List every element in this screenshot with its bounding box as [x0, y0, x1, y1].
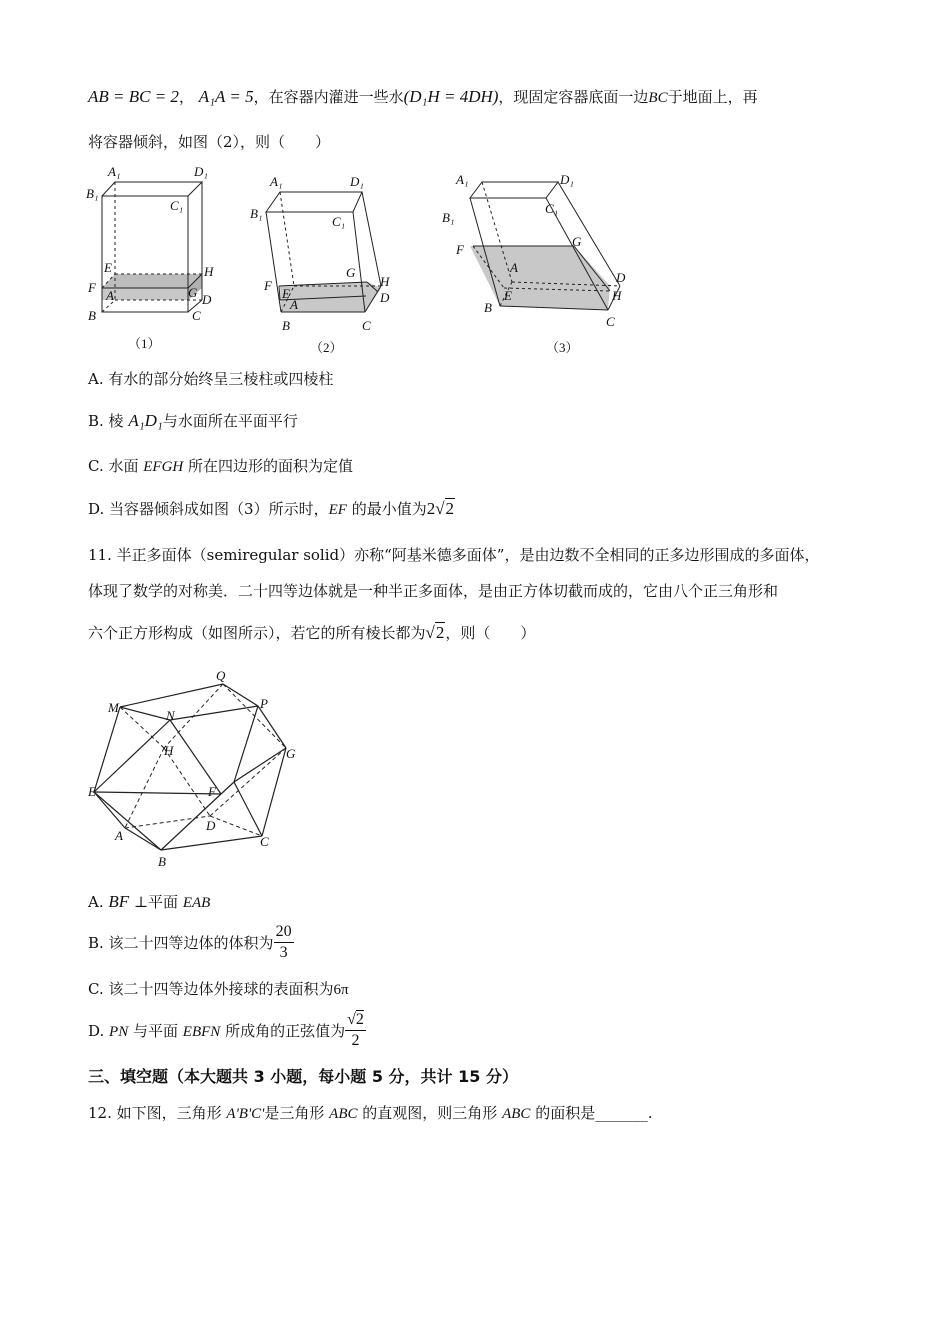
q11-option-b [88, 922, 294, 963]
q11-edge-radicand: 2 [435, 623, 445, 642]
q11-option-d-prefix: D. [88, 1022, 105, 1040]
fig3-label-b: B [484, 300, 492, 315]
q10-figures [80, 158, 640, 358]
fig3-label-d: D [616, 270, 626, 285]
q10-option-a: A. 有水的部分始终呈三棱柱或四棱柱 [88, 370, 334, 388]
fig3-label-d1: D₁ [560, 172, 574, 187]
q11-option-d-line: PN [109, 1024, 129, 1040]
q11-line3 [88, 622, 535, 643]
fig2-label-c1: C₁ [332, 214, 346, 229]
q10-option-d [88, 498, 455, 519]
q11-option-b-numerator: 20 [274, 922, 294, 943]
q10-option-d-radicand: 2 [445, 499, 455, 518]
fig1-label-c: C [192, 308, 201, 323]
fig2-label-g: G [346, 265, 356, 280]
q10-intro-line [88, 86, 758, 107]
fig3-label-g: G [572, 234, 582, 249]
fig1-label-f: F [88, 280, 96, 295]
fig2-caption: （2） [310, 340, 343, 355]
fig2-label-d1: D₁ [350, 174, 364, 189]
fig2-label-a: A [290, 297, 298, 312]
q10-option-d-coef: 2 [426, 499, 436, 518]
fig1-label-a: A [106, 288, 114, 303]
q12-mid: 是三角形 [264, 1104, 325, 1122]
fig1-label-b: B [88, 308, 96, 323]
fig1-label-e: E [104, 260, 112, 275]
q12-triangle-abc: ABC [329, 1106, 358, 1122]
q10-intro-text3: 于地面上，再 [667, 88, 758, 106]
q11-option-a-perp: ⊥ [133, 893, 149, 911]
fig1-label-d: D [202, 292, 212, 307]
q11-label-a: A [115, 828, 123, 843]
q11-option-d-fraction [345, 1010, 366, 1051]
fig2-label-e: E [282, 286, 290, 301]
fig1-label-g: G [188, 285, 198, 300]
fig2-label-d: D [380, 290, 390, 305]
q10-option-c-prefix: C. 水面 [88, 457, 139, 475]
q11-label-p: P [260, 696, 268, 711]
q11-option-b-fraction [274, 922, 294, 963]
q11-option-a [88, 891, 210, 912]
q11-figure-cuboctahedron [82, 660, 312, 875]
q11-option-d [88, 1010, 366, 1051]
q10-intro-text2: ，现固定容器底面一边 [498, 88, 649, 106]
fig1-label-d1: D₁ [194, 164, 208, 179]
q11-option-a-line: BF [108, 892, 130, 911]
q11-option-d-plane: EBFN [182, 1024, 221, 1040]
q11-label-h: H [164, 743, 174, 758]
q11-label-g: G [286, 746, 296, 761]
q11-option-a-text: 平面 [148, 893, 179, 911]
fig3-label-c1: C₁ [545, 201, 559, 216]
figure-2-box [250, 174, 390, 355]
q11-label-n: N [166, 708, 175, 723]
q12-triangle-prime: A'B'C' [226, 1106, 265, 1122]
q11-option-c-value: 6π [333, 982, 349, 998]
q11-line1: 11. 半正多面体（semiregular solid）亦称“阿基米德多面体”，是由边数不全相同的正多边形围成的多面体， [88, 546, 820, 564]
q10-line2: 将容器倾斜，如图（2），则（ ） [88, 133, 331, 151]
fig3-caption: （3） [546, 340, 579, 355]
q10-option-c [88, 455, 353, 476]
fig1-label-h: H [204, 264, 214, 279]
q12-answer-blank: 的面积是_______. [535, 1104, 653, 1122]
fig3-label-a: A [510, 260, 518, 275]
fig2-label-b: B [282, 318, 290, 333]
q10-option-c-plane: EFGH [143, 459, 184, 475]
q10-math-d1h: (D₁H = 4DH) [403, 87, 499, 106]
fig2-label-c: C [362, 318, 371, 333]
q10-option-d-value: 2√2 [426, 499, 455, 518]
q11-label-q: Q [216, 668, 226, 683]
q11-option-c-text: C. 该二十四等边体外接球的表面积为 [88, 980, 334, 998]
q12-mid2: 的直观图，则三角形 [362, 1104, 498, 1122]
q10-option-d-prefix: D. 当容器倾斜成如图（3）所示时， [88, 500, 329, 518]
q11-edge-length: √2 [425, 623, 445, 642]
q10-option-d-text: 的最小值为 [351, 500, 427, 518]
q11-option-a-plane: EAB [182, 895, 211, 911]
fig1-label-c1: C₁ [170, 198, 184, 213]
q11-line2: 体现了数学的对称美．二十四等边体就是一种半正多面体，是由正方体切截而成的，它由八个正三角形和 [88, 582, 779, 600]
fig1-label-b1: B₁ [86, 186, 99, 201]
q11-label-b: B [158, 854, 166, 869]
q11-option-a-prefix: A. [88, 893, 109, 911]
q11-line3-tail: ，则（ ） [445, 624, 536, 642]
fig2-label-h: H [380, 274, 390, 289]
q11-option-d-radicand: 2 [355, 1011, 364, 1028]
q12-prefix: 12. 如下图，三角形 [88, 1104, 222, 1122]
fig3-label-b1: B₁ [442, 210, 455, 225]
q11-label-e: E [88, 784, 96, 799]
q12-line [88, 1102, 653, 1123]
fig1-label-a1: A₁ [108, 164, 121, 179]
q10-math-ab-bc: AB = BC = 2 [88, 87, 179, 106]
q11-option-d-text: 所成角的正弦值为 [225, 1022, 346, 1040]
q11-line3-text: 六个正方形构成（如图所示），若它的所有棱长都为 [88, 624, 426, 642]
q12-triangle-abc-2: ABC [502, 1106, 531, 1122]
q11-option-d-mid: 与平面 [133, 1022, 179, 1040]
q11-label-f: F [208, 784, 216, 799]
fig2-label-f: F [264, 278, 272, 293]
q11-label-d: D [206, 818, 216, 833]
q11-option-d-denominator: 2 [351, 1032, 360, 1049]
fig3-label-h: H [612, 288, 622, 303]
fig2-label-b1: B₁ [250, 206, 263, 221]
q11-option-d-lead [88, 1020, 345, 1041]
q11-option-b-text: B. 该二十四等边体的体积为 [88, 934, 274, 952]
q10-option-d-segment: EF [328, 502, 347, 518]
fig3-label-a1: A₁ [456, 172, 469, 187]
q10-math-a1a: A₁A = 5 [198, 87, 254, 106]
q10-sep: ， [178, 88, 194, 106]
section-3-heading: 三、填空题（本大题共 3 小题，每小题 5 分，共计 15 分） [88, 1067, 518, 1086]
fig1-caption: （1） [128, 336, 161, 351]
q10-option-b-prefix: B. 棱 [88, 412, 124, 430]
q11-option-b-denominator: 3 [279, 944, 288, 961]
fig2-label-a1: A₁ [270, 174, 283, 189]
q10-option-b-text: 与水面所在平面平行 [162, 412, 298, 430]
figure-3-box [442, 172, 626, 355]
fig3-label-c: C [606, 314, 615, 329]
fig3-label-f: F [456, 242, 464, 257]
q11-label-c: C [260, 834, 269, 849]
q10-bc: BC [648, 90, 668, 106]
q10-option-b-edge: A₁D₁ [128, 411, 163, 430]
q10-option-c-text: 所在四边形的面积为定值 [188, 457, 354, 475]
fig3-label-e: E [504, 288, 512, 303]
q10-intro-text1: ，在容器内灌进一些水 [253, 88, 404, 106]
q11-option-c [88, 978, 349, 999]
q11-label-m: M [108, 700, 119, 715]
q11-option-d-numerator: √2 [345, 1010, 366, 1031]
q10-option-b [88, 410, 298, 431]
figure-1-box [86, 164, 214, 351]
